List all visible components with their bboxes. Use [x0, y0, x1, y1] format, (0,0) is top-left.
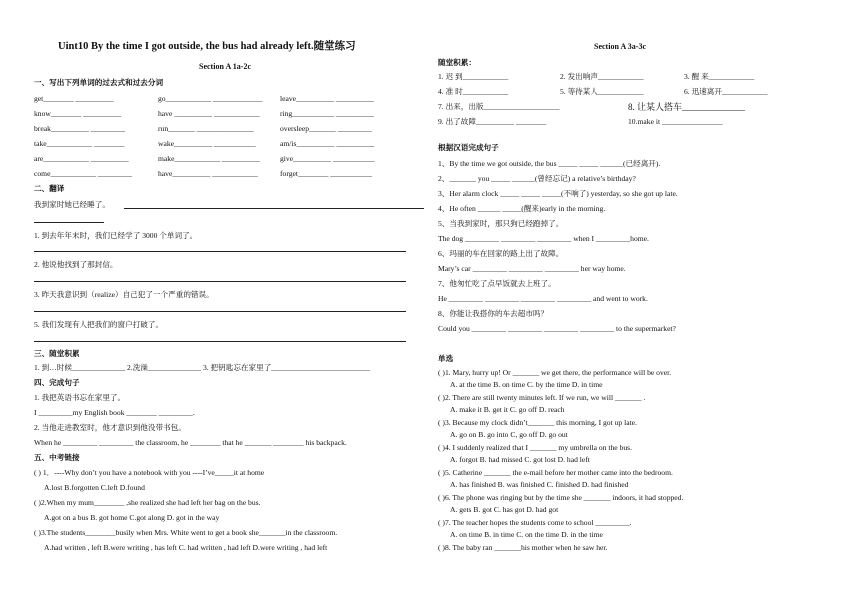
sentence-2-english: When he _________ _________ the classroom, he ________ that he _______ ________ his backpack. — [34, 438, 347, 447]
mc-options: A. at the time B. on time C. by the time D. in time — [450, 380, 603, 389]
exam-question-1-options: A.lost B.forgotten C.left D.found — [44, 483, 145, 492]
translation-item-5: 5. 我们发现有人把我们的窗户打破了。 — [34, 320, 164, 329]
multiple-choice-heading: 单选 — [438, 354, 454, 363]
fill-sentence-7-chinese: 7、他匆忙吃了点早饭就去上班了。 — [438, 279, 556, 288]
accumulation-line: 1. 到…时候______________ 2.洗澡______________ 3. 把钥匙忘在家里了__________________________ — [34, 363, 371, 372]
mc-options: A. on time B. in time C. on the time D. in the time — [450, 530, 603, 539]
verb-blank: take____________ ________ — [34, 139, 125, 148]
section-heading-1a-2c: Section A 1a-2c — [199, 62, 251, 71]
fill-sentence-8-english: Could you _________ _________ _________ _________ to the supermarket? — [438, 324, 676, 333]
fill-sentence-1: 1、By the time we got outside, the bus _____ _____ ______(已经离开). — [438, 159, 661, 168]
verb-blank: know________ __________ — [34, 109, 122, 118]
accumulation-heading: 随堂积累： — [438, 58, 476, 67]
exam-question-2-options: A.got on a bus B. got home C.got along D. got in the way — [44, 513, 220, 522]
exam-question-1: ( ) 1．----Why don’t you have a notebook with you ----I’ve_____it at home — [34, 468, 265, 477]
part-three-heading: 三、随堂积累 — [34, 349, 80, 358]
translation-item-2: 2. 他说他找到了那封信。 — [34, 260, 118, 269]
fill-sentence-3: 3、Her alarm clock _____ _____ _____(不响了) yesterday, so she got up late. — [438, 189, 678, 198]
part-five-heading: 五、中考链接 — [34, 453, 80, 462]
fill-sentence-6-chinese: 6、玛丽的车在回家的路上出了故障。 — [438, 249, 564, 258]
phrase-blank: 2. 发出响声____________ — [560, 72, 644, 81]
verb-blank: get________ __________ — [34, 94, 114, 103]
mc-options: A. make it B. get it C. go off D. reach — [450, 405, 565, 414]
section-heading-3a-3c: Section A 3a-3c — [594, 42, 646, 51]
fill-sentence-7-english: He _________ _________ _________ _________ and went to work. — [438, 294, 648, 303]
phrase-blank: 5. 等待某人____________ — [560, 87, 644, 96]
phrase-blank: 9. 出了故障__________ ________ — [438, 117, 547, 126]
verb-blank: run_______ _______________ — [158, 124, 254, 133]
mc-options: A. has finished B. was finished C. finished D. had finished — [450, 480, 629, 489]
sentence-1-english: I _________my English book ________ _________. — [34, 408, 195, 417]
verb-blank: are____________ __________ — [34, 154, 129, 163]
mc-options: A. forgot B. had missed C. got lost D. had left — [450, 455, 590, 464]
translation-item-1: 1. 到去年年末时，我们已经学了 3000 个单词了。 — [34, 231, 198, 240]
verb-blank: oversleep_______ _________ — [280, 124, 372, 133]
exam-question-3-options: A.had written , left B.were writing , has left C. had written , had left D.were writing , had left — [44, 543, 328, 552]
mc-question: ( )2. There are still twenty minutes left. If we run, we will _______ . — [438, 393, 646, 402]
mc-options: A. go on B. go into C, go off D. go out — [450, 430, 568, 439]
exam-question-2: ( )2.When my mum________ ,she realized she had left her bag on the bus. — [34, 498, 261, 507]
verb-blank: make____________ __________ — [158, 154, 260, 163]
mc-question: ( )6. The phone was ringing but by the time she _______ indoors, it had stopped. — [438, 493, 684, 502]
fill-sentence-6-english: Mary’s car _________ _________ _________ her way home. — [438, 264, 626, 273]
answer-line — [124, 208, 424, 209]
mc-options: A. gets B. got C. has got D. had got — [450, 505, 559, 514]
phrase-blank: 3. 醒 来____________ — [684, 72, 755, 81]
sentence-1-chinese: 1. 我把英语书忘在家里了。 — [34, 393, 126, 402]
fill-sentence-2: 2、_______ you _____ ______(曾经忘记) a relative’s birthday? — [438, 174, 636, 183]
verb-blank: wake__________ ___________ — [158, 139, 256, 148]
verb-blank: go____________ _____________ — [158, 94, 263, 103]
verb-blank: break__________ _________ — [34, 124, 125, 133]
fill-sentence-5-chinese: 5、当我到家时，那只狗已经跑掉了。 — [438, 219, 564, 228]
phrase-blank: 10.make it ________________ — [628, 117, 723, 126]
answer-line — [34, 341, 406, 342]
mc-question: ( )4. I suddenly realized that I _______ my umbrella on the bus. — [438, 443, 633, 452]
phrase-blank: 6. 迅速离开____________ — [684, 87, 768, 96]
verb-blank: forget________ ___________ — [280, 169, 373, 178]
part-four-heading: 四、完成句子 — [34, 378, 80, 387]
fill-in-heading: 根据汉语完成句子 — [438, 143, 499, 152]
mc-question: ( )3. Because my clock didn’t_______ this morning, I got up late. — [438, 418, 637, 427]
mc-question: ( )7. The teacher hopes the students come to school _________. — [438, 518, 632, 527]
sentence-2-chinese: 2. 当他走进教室时，他才意识到他没带书包。 — [34, 423, 186, 432]
mc-question: ( )5. Catherine _______ the e-mail before her mother came into the bedroom. — [438, 468, 673, 477]
translation-item-3: 3. 昨天我意识到（realize）自己犯了一个严重的错误。 — [34, 290, 214, 299]
answer-line — [34, 311, 406, 312]
answer-line — [34, 251, 406, 252]
verb-blank: ring___________ __________ — [280, 109, 374, 118]
verb-blank: am/is__________ __________ — [280, 139, 375, 148]
mc-question: ( )1. Mary, hurry up! Or _______ we get there, the performance will be over. — [438, 368, 672, 377]
part-one-heading: 一、写出下列单词的过去式和过去分词 — [34, 78, 164, 87]
fill-sentence-4: 4、He often ______ _____(醒来)early in the morning. — [438, 204, 606, 213]
phrase-blank: 7. 出来，出版____________________ — [438, 102, 560, 111]
answer-line — [34, 281, 406, 282]
verb-blank: have __________ ____________ — [158, 109, 260, 118]
verb-blank: leave__________ __________ — [280, 94, 374, 103]
mc-question: ( )8. The baby ran _______his mother when he saw her. — [438, 543, 608, 552]
translation-intro: 我到家时她已经睡了。 — [34, 200, 110, 209]
part-two-heading: 二、翻译 — [34, 184, 65, 193]
fill-sentence-5-english: The dog _________ _________ _________ when I _________home. — [438, 234, 649, 243]
phrase-blank: 1. 迟 到____________ — [438, 72, 509, 81]
exam-question-3: ( )3.The students________busily when Mrs. White went to get a book she_______in the classroom. — [34, 528, 338, 537]
verb-blank: have__________ ____________ — [158, 169, 258, 178]
worksheet-title: Uint10 By the time I got outside, the bus had already left.随堂练习 — [58, 41, 356, 52]
answer-line — [34, 222, 104, 223]
verb-blank: come____________ _________ — [34, 169, 133, 178]
phrase-blank: 4. 准 时____________ — [438, 87, 509, 96]
verb-blank: give__________ ___________ — [280, 154, 375, 163]
phrase-blank: 8. 让某人搭车______________ — [628, 102, 746, 112]
fill-sentence-8-chinese: 8、你能让我搭你的车去超市吗？ — [438, 309, 549, 318]
